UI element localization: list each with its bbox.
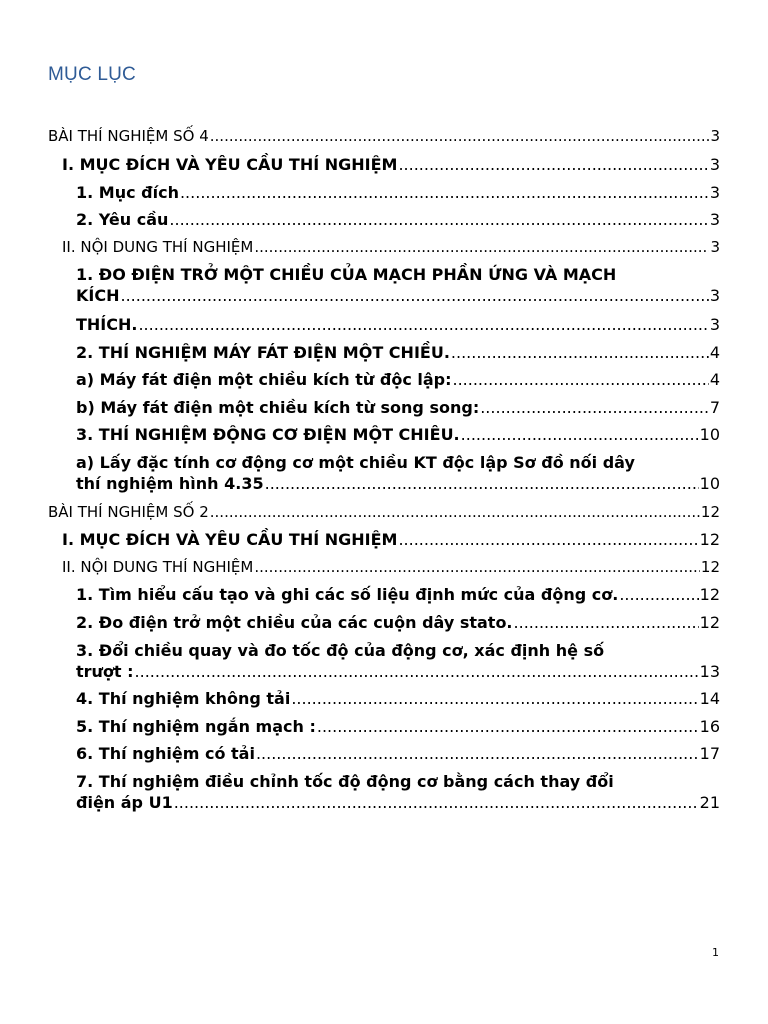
toc-entry-page: 13: [699, 662, 720, 681]
toc-entry[interactable]: [0, 209, 720, 230]
toc-leader-dots: [480, 397, 709, 418]
toc-entry[interactable]: [0, 584, 720, 605]
toc-leader-dots: [453, 369, 709, 390]
toc-entry[interactable]: [0, 154, 720, 175]
toc-entry[interactable]: [0, 342, 720, 363]
toc-entry-page: 16: [699, 717, 720, 736]
toc-leader-dots: [398, 529, 698, 550]
toc-leader-dots: [135, 661, 699, 682]
toc-entry-text: 1. Mục đích: [76, 183, 179, 202]
toc-entry-page: 3: [709, 286, 720, 305]
toc-heading: MỤC LỤC: [48, 64, 136, 85]
toc-entry-text: KÍCH: [76, 286, 120, 305]
toc-entry[interactable]: [0, 640, 720, 682]
toc-entry[interactable]: [0, 264, 720, 306]
toc-entry[interactable]: [0, 557, 720, 578]
toc-leader-dots: [210, 126, 710, 147]
toc-entry-text: 4. Thí nghiệm không tải: [76, 689, 291, 708]
toc-entry[interactable]: [0, 126, 720, 147]
toc-entry-text: 5. Thí nghiệm ngắn mạch :: [76, 717, 316, 736]
toc-entry-page: 3: [709, 315, 720, 334]
toc-entry-text: 6. Thí nghiệm có tải: [76, 744, 255, 763]
toc-entry[interactable]: [0, 771, 720, 813]
toc-leader-dots: [210, 502, 700, 523]
toc-entry-text: I. MỤC ĐÍCH VÀ YÊU CẦU THÍ NGHIỆM: [62, 155, 398, 174]
toc-entry-page: 12: [699, 530, 720, 549]
toc-leader-dots: [254, 557, 700, 578]
toc-leader-dots: [256, 743, 699, 764]
toc-entry-text-line1: 3. Đổi chiều quay và đo tốc độ của động cơ, xác định hệ số: [76, 641, 605, 660]
toc-leader-dots: [174, 792, 699, 813]
toc-entry-page: 10: [699, 474, 720, 493]
toc-leader-dots: [169, 209, 708, 230]
toc-entry-page: 12: [700, 503, 720, 521]
toc-entry-text: 2. Yêu cầu: [76, 210, 169, 229]
toc-leader-dots: [514, 612, 699, 633]
toc-entry-text: BÀI THÍ NGHIỆM SỐ 2: [48, 503, 209, 521]
toc-entry-text: điện áp U1: [76, 793, 173, 812]
toc-entry[interactable]: [0, 502, 720, 523]
toc-entry[interactable]: [0, 314, 720, 335]
toc-leader-dots: [180, 182, 709, 203]
toc-entry[interactable]: [0, 743, 720, 764]
toc-entry-page: 21: [699, 793, 720, 812]
toc-entry-page: 3: [709, 155, 720, 174]
toc-entry-text-line1: 7. Thí nghiệm điều chỉnh tốc độ động cơ bằng cách thay đổi: [76, 772, 614, 791]
toc-entry-text: THÍCH.: [76, 315, 138, 334]
toc-entry[interactable]: [0, 452, 720, 494]
toc-entry-page: 3: [710, 127, 720, 145]
toc-entry-page: 17: [699, 744, 720, 763]
toc-entry[interactable]: [0, 529, 720, 550]
toc-entry[interactable]: [0, 397, 720, 418]
toc-entry[interactable]: [0, 424, 720, 445]
toc-entry-page: 14: [699, 689, 720, 708]
toc-entry-text: II. NỘI DUNG THÍ NGHIỆM: [62, 238, 254, 256]
toc-entry-page: 4: [709, 343, 720, 362]
toc-entry-page: 3: [710, 238, 720, 256]
toc-entry-text: trượt :: [76, 662, 134, 681]
toc-entry-text: 3. THÍ NGHIỆM ĐỘNG CƠ ĐIỆN MỘT CHIÊU.: [76, 425, 460, 444]
toc-leader-dots: [291, 688, 698, 709]
toc-entry-page: 12: [699, 613, 720, 632]
toc-entry-text-line1: 1. ĐO ĐIỆN TRỞ MỘT CHIỀU CỦA MẠCH PHẦN ỨNG VÀ MẠCH: [76, 265, 617, 284]
toc-entry[interactable]: [0, 182, 720, 203]
toc-entry-text: BÀI THÍ NGHIỆM SỐ 4: [48, 127, 209, 145]
toc-entry-page: 4: [709, 370, 720, 389]
toc-entry-page: 3: [709, 210, 720, 229]
toc-leader-dots: [120, 285, 708, 306]
toc-entry[interactable]: [0, 237, 720, 258]
toc-leader-dots: [461, 424, 699, 445]
toc-entry-text: 2. Đo điện trở một chiều của các cuộn dây stato.: [76, 613, 513, 632]
toc-entry-text: II. NỘI DUNG THÍ NGHIỆM: [62, 558, 254, 576]
toc-entry-page: 12: [699, 585, 720, 604]
toc-leader-dots: [317, 716, 699, 737]
page-number: 1: [712, 946, 719, 959]
toc-entry-page: 3: [709, 183, 720, 202]
toc-entry-text: 1. Tìm hiểu cấu tạo và ghi các số liệu định mức của động cơ.: [76, 585, 619, 604]
toc-entry-page: 10: [699, 425, 720, 444]
toc-entry-page: 7: [709, 398, 720, 417]
toc-entry-text: a) Máy fát điện một chiều kích từ độc lập:: [76, 370, 452, 389]
toc-entry[interactable]: [0, 688, 720, 709]
toc-entry[interactable]: [0, 612, 720, 633]
toc-leader-dots: [451, 342, 709, 363]
toc-leader-dots: [254, 237, 709, 258]
toc-entry[interactable]: [0, 369, 720, 390]
toc-leader-dots: [398, 154, 708, 175]
toc-entry-text: 2. THÍ NGHIỆM MÁY FÁT ĐIỆN MỘT CHIỀU.: [76, 343, 450, 362]
toc-entry-text: thí nghiệm hình 4.35: [76, 474, 264, 493]
toc-entry-text-line1: a) Lấy đặc tính cơ động cơ một chiều KT độc lập Sơ đồ nối dây: [76, 453, 635, 472]
toc-entry[interactable]: [0, 716, 720, 737]
toc-entry-text: b) Máy fát điện một chiều kích từ song song:: [76, 398, 480, 417]
toc-leader-dots: [265, 473, 699, 494]
toc-entry-text: I. MỤC ĐÍCH VÀ YÊU CẦU THÍ NGHIỆM: [62, 530, 398, 549]
toc-leader-dots: [138, 314, 708, 335]
toc-leader-dots: [619, 584, 698, 605]
toc-entry-page: 12: [700, 558, 720, 576]
